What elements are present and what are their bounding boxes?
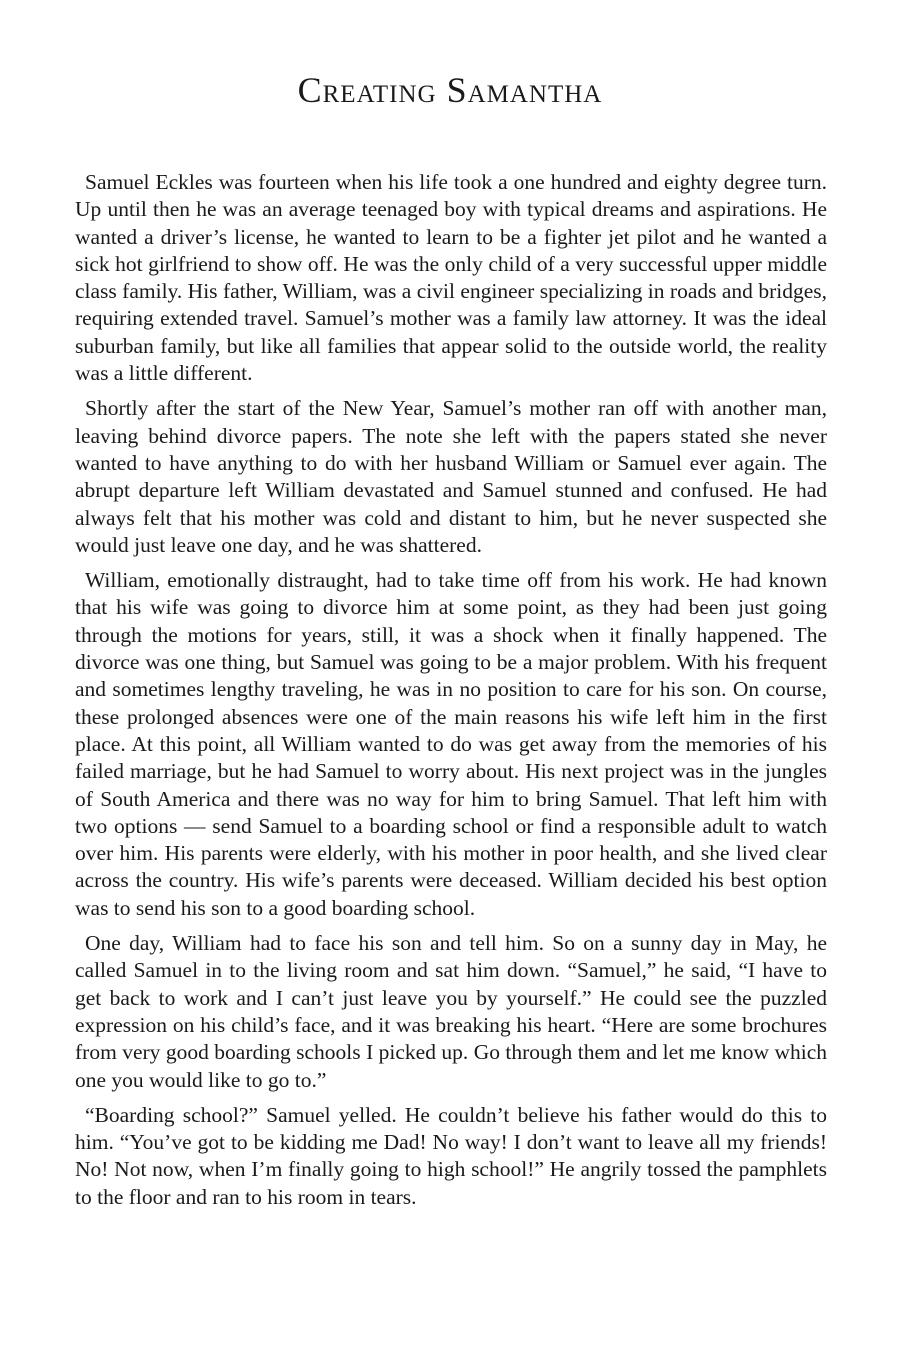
paragraph: Samuel Eckles was fourteen when his life took a one hundred and eighty degree turn. Up until then he was an average teenaged boy with typical dreams and aspirations. He wanted a driver’s license, he wanted to learn to be a fighter jet pilot and he wanted a sick hot girlfriend to show off. He was the only child of a very successful upper middle class family. His father, William, was a civil engineer specializing in roads and bridges, requiring extended travel. Samuel’s mother was a family law attorney. It was the ideal suburban family, but like all families that appear solid to the outside world, the reality was a little different. <box>75 170 827 386</box>
paragraph: One day, William had to face his son and tell him. So on a sunny day in May, he called Samuel in to the living room and sat him down. “Samuel,” he said, “I have to get back to work and I can’t just leave you by yourself.” He could see the puzzled expression on his child’s face, and it was breaking his heart. “Here are some brochures from very good boarding schools I picked up. Go through them and let me know which one you would like to go to.” <box>75 931 827 1092</box>
chapter-body <box>75 169 827 1211</box>
paragraph: “Boarding school?” Samuel yelled. He couldn’t believe his father would do this to him. “You’ve got to be kidding me Dad! No way! I don’t want to leave all my friends! No! Not now, when I’m finally going to high school!” He angrily tossed the pamphlets to the floor and ran to his room in tears. <box>75 1102 827 1209</box>
paragraph: William, emotionally distraught, had to take time off from his work. He had known that his wife was going to divorce him at some point, as they had been just going through the motions for years, still, it was a shock when it finally happened. The divorce was one thing, but Samuel was going to be a major problem. With his frequent and sometimes lengthy traveling, he was in no position to care for his son. On course, these prolonged absences were one of the main reasons his wife left him in the first place. At this point, all William wanted to do was get away from the memories of his failed marriage, but he had Samuel to worry about. His next project was in the jungles of South America and there was no way for him to bring Samuel. That left him with two options — send Samuel to a boarding school or find a responsible adult to watch over him. His parents were elderly, with his mother in poor health, and she lived clear across the country. His wife’s parents were deceased. William decided his best option was to send his son to a good boarding school. <box>75 568 827 920</box>
chapter-title: Creating Samantha <box>297 70 603 110</box>
paragraph: Shortly after the start of the New Year, Samuel’s mother ran off with another man, leaving behind divorce papers. The note she left with the papers stated she never wanted to have anything to do with her husband William or Samuel ever again. The abrupt departure left William devastated and Samuel stunned and confused. He had always felt that his mother was cold and distant to him, but he never suspected she would just leave one day, and he was shattered. <box>75 396 827 557</box>
